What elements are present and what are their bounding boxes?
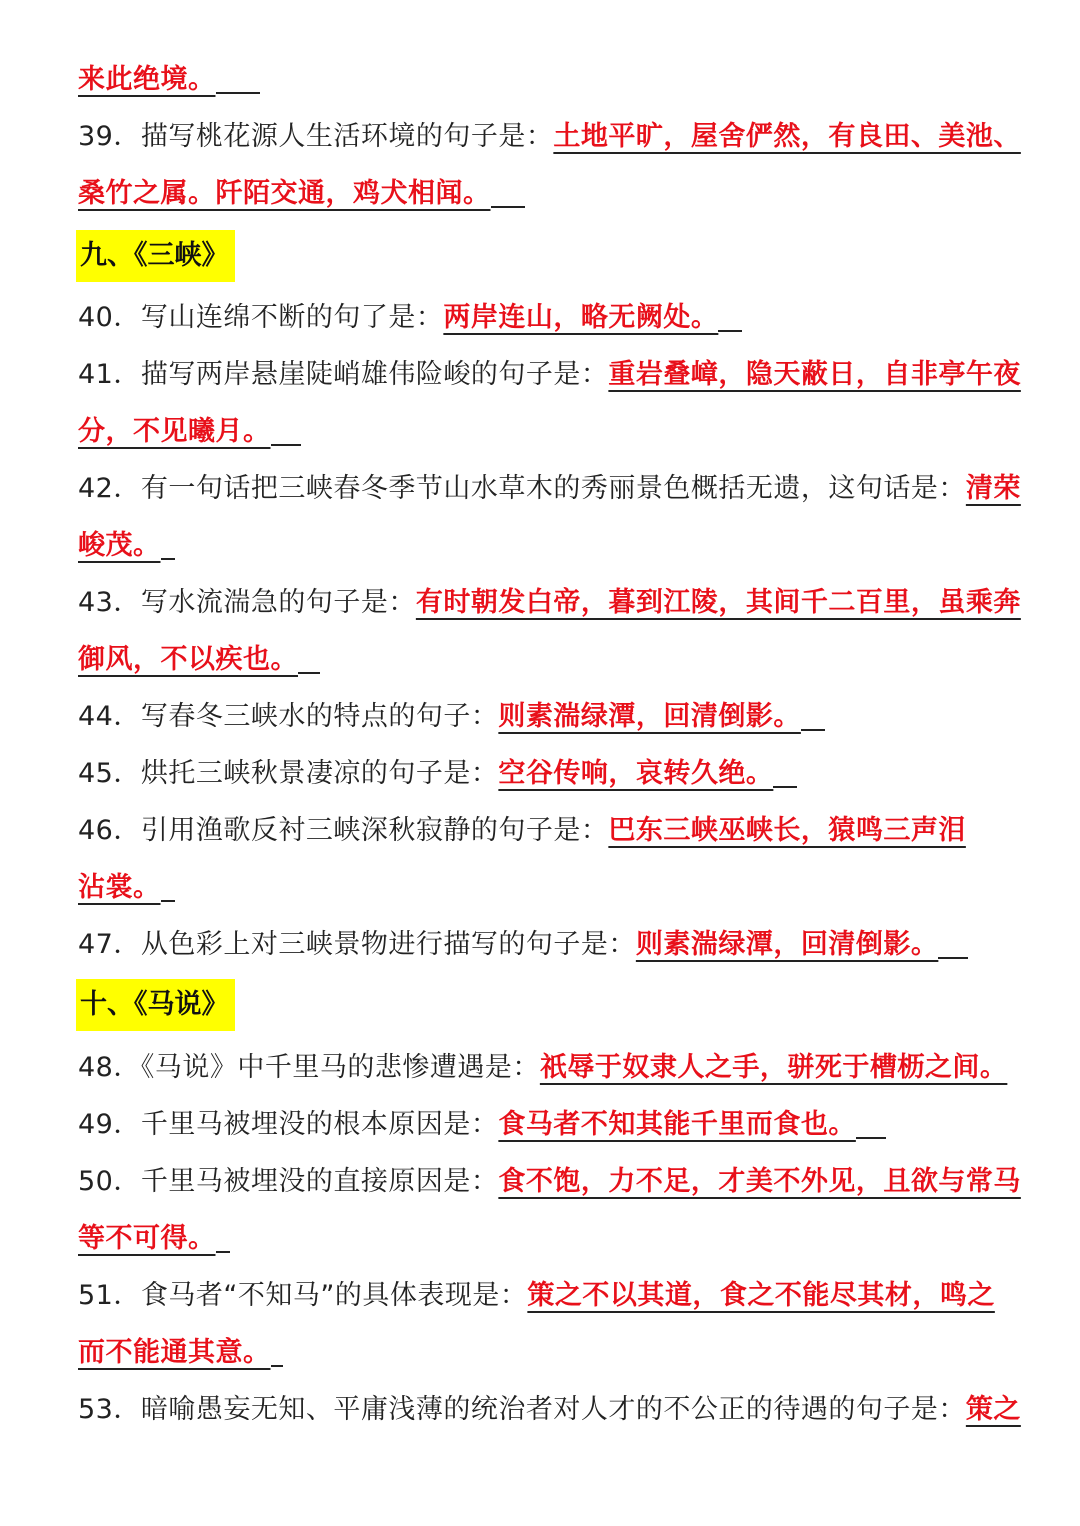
answer-line-51-cont: 而不能通其意。	[78, 1335, 283, 1371]
answer-blank	[856, 1107, 886, 1139]
answer-blank	[938, 927, 968, 959]
question-53: 53．暗喻愚妄无知、平庸浅薄的统治者对人才的不公正的待遇的句子是：策之	[78, 1394, 1021, 1425]
question-43: 43．写水流湍急的句子是：有时朝发白帝，暮到江陵，其间千二百里，虽乘奔	[78, 587, 1021, 618]
question-40: 40．写山连绵不断的句了是：两岸连山，略无阙处。	[78, 300, 742, 336]
answer-line-42-cont: 峻茂。	[78, 528, 175, 564]
question-49: 49．千里马被埋没的根本原因是：食马者不知其能千里而食也。	[78, 1107, 886, 1143]
question-48: 48．《马说》中千里马的悲惨遭遇是：祇辱于奴隶人之手，骈死于槽枥之间。	[78, 1052, 1008, 1083]
answer-blank	[161, 528, 175, 560]
question-45: 45．烘托三峡秋景凄凉的句子是：空谷传响，哀转久绝。	[78, 756, 797, 792]
question-39: 39．描写桃花源人生活环境的句子是：土地平旷，屋舍俨然，有良田、美池、	[78, 121, 1021, 152]
answer-blank	[298, 642, 320, 674]
answer-blank	[216, 1221, 230, 1253]
question-47: 47．从色彩上对三峡景物进行描写的句子是：则素湍绿潭，回清倒影。	[78, 927, 968, 963]
section-heading-sanxia: 九、《三峡》	[76, 230, 235, 282]
section-heading-mashuo: 十、《马说》	[76, 979, 235, 1031]
answer-blank	[161, 870, 175, 902]
answer-line-39-cont: 桑竹之属。阡陌交通，鸡犬相闻。	[78, 176, 525, 212]
answer-blank	[491, 176, 525, 208]
question-42: 42．有一句话把三峡春冬季节山水草木的秀丽景色概括无遗，这句话是：清荣	[78, 473, 1021, 504]
answer-line-38-cont: 来此绝境。	[78, 62, 260, 98]
question-46: 46．引用渔歌反衬三峡深秋寂静的句子是：巴东三峡巫峡长，猿鸣三声泪	[78, 815, 966, 846]
answer-blank	[271, 414, 301, 446]
answer-blank	[773, 756, 797, 788]
question-51: 51．食马者“不知马”的具体表现是：策之不以其道，食之不能尽其材，鸣之	[78, 1280, 995, 1311]
answer-line-46-cont: 沾裳。	[78, 870, 175, 906]
question-41: 41．描写两岸悬崖陡峭雄伟险峻的句子是：重岩叠嶂，隐天蔽日，自非亭午夜	[78, 359, 1021, 390]
answer-blank	[801, 699, 825, 731]
answer-line-43-cont: 御风，不以疾也。	[78, 642, 320, 678]
answer-blank	[216, 62, 260, 94]
answer-blank	[718, 300, 742, 332]
question-44: 44．写春冬三峡水的特点的句子：则素湍绿潭，回清倒影。	[78, 699, 825, 735]
answer-line-50-cont: 等不可得。	[78, 1221, 230, 1257]
answer-line-41-cont: 分，不见曦月。	[78, 414, 301, 450]
question-50: 50．千里马被埋没的直接原因是：食不饱，力不足，才美不外见，且欲与常马	[78, 1166, 1021, 1197]
answer-blank	[271, 1335, 283, 1367]
